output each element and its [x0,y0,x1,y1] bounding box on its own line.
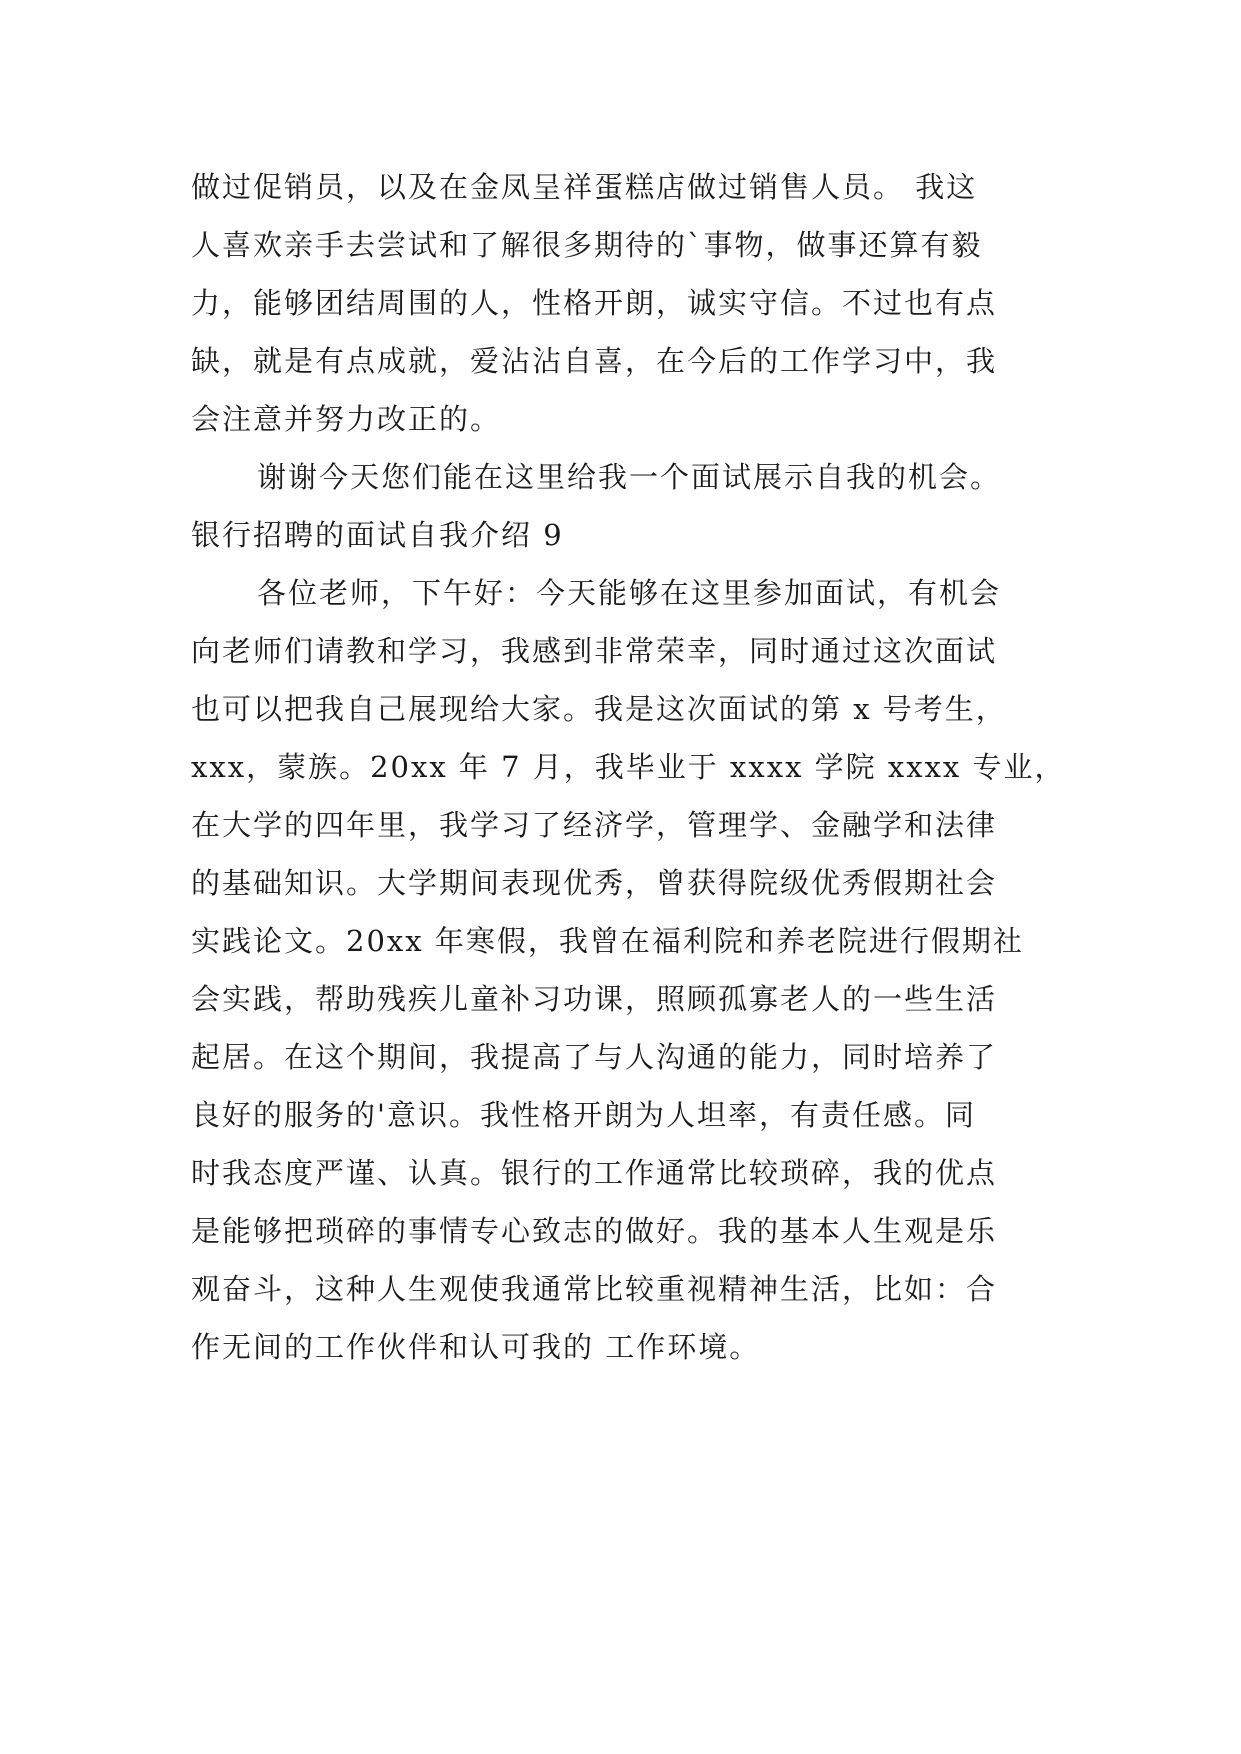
paragraph-line: 作无间的工作伙伴和认可我的 工作环境。 [191,1330,761,1364]
paragraph-line: 观奋斗，这种人生观使我通常比较重视精神生活，比如：合 [191,1272,998,1306]
paragraph-line: 时我态度严谨、认真。银行的工作通常比较琐碎，我的优点 [191,1156,998,1190]
paragraph-line: 谢谢今天您们能在这里给我一个面试展示自我的机会。 [257,460,1002,494]
paragraph-line: 做过促销员，以及在金凤呈祥蛋糕店做过销售人员。 我这 [191,170,978,204]
section-heading: 银行招聘的面试自我介绍 9 [191,518,564,552]
document-body [191,158,1071,1376]
paragraph-line: 实践论文。20xx 年寒假，我曾在福利院和养老院进行假期社 [191,924,1024,958]
paragraph-line: xxx，蒙族。20xx 年 7 月，我毕业于 xxxx 学院 xxxx 专业， [191,750,1066,784]
paragraph-line: 良好的服务的'意识。我性格开朗为人坦率，有责任感。同 [191,1098,976,1132]
paragraph-line: 也可以把我自己展现给大家。我是这次面试的第 x 号考生， [191,692,1007,726]
paragraph-line: 会实践，帮助残疾儿童补习功课，照顾孤寡老人的一些生活 [191,982,998,1016]
paragraph-line: 会注意并努力改正的。 [191,402,502,436]
paragraph-line: 缺，就是有点成就，爱沾沾自喜，在今后的工作学习中，我 [191,344,998,378]
paragraph-line: 各位老师，下午好：今天能够在这里参加面试，有机会 [257,576,1002,610]
paragraph-line: 的基础知识。大学期间表现优秀，曾获得院级优秀假期社会 [191,866,998,900]
paragraph-line: 向老师们请教和学习，我感到非常荣幸，同时通过这次面试 [191,634,998,668]
paragraph-line: 力，能够团结周围的人，性格开朗，诚实守信。不过也有点 [191,286,998,320]
paragraph-line: 是能够把琐碎的事情专心致志的做好。我的基本人生观是乐 [191,1214,998,1248]
paragraph-line: 在大学的四年里，我学习了经济学，管理学、金融学和法律 [191,808,998,842]
paragraph-line: 人喜欢亲手去尝试和了解很多期待的`事物，做事还算有毅 [191,228,983,262]
paragraph-line: 起居。在这个期间，我提高了与人沟通的能力，同时培养了 [191,1040,998,1074]
